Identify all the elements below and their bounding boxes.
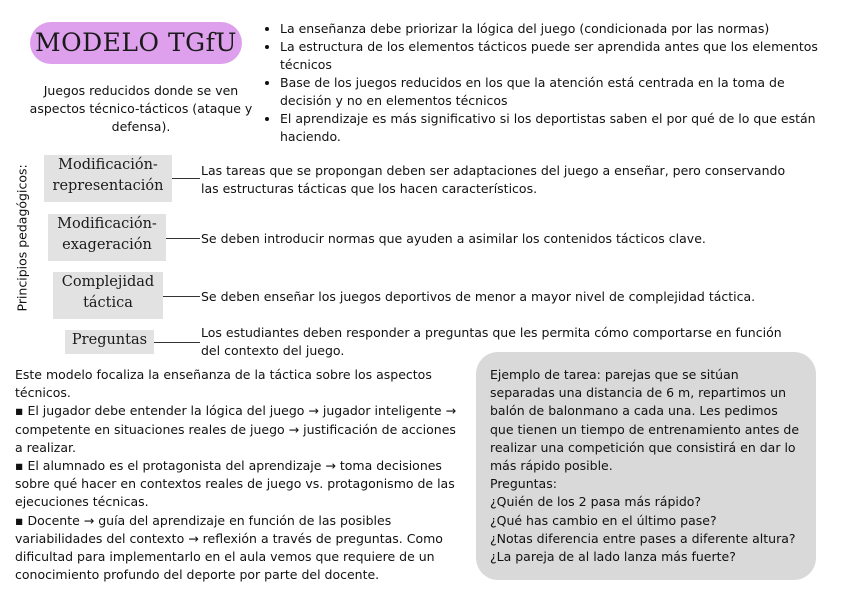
example-task-box — [476, 352, 816, 580]
key-point: • La estructura de los elementos tácticos puede ser aprendida antes que los elementos técnicos — [280, 38, 840, 74]
model-summary — [15, 366, 465, 584]
subtitle: Juegos reducidos donde se ven aspectos técnico-tácticos (ataque y defensa). — [29, 83, 253, 134]
connector-line — [163, 296, 200, 297]
question-item: ¿Qué has cambio en el último pase? — [490, 512, 717, 528]
questions-label: Preguntas: — [490, 476, 557, 492]
summary-paragraph: ▪ El alumnado es el protagonista del aprendizaje → toma decisiones sobre qué hacer en contextos reales de juego vs. protagonismo de las ejecuciones técnicas. — [15, 458, 455, 510]
example-text: Ejemplo de tarea: parejas que se sitúan separadas una distancia de 6 m, repartimos un balón de balonmano a cada una. Les pedimos que tienen un tiempo de entrenamiento antes de realizar una competición que consistirá en dar lo más rápido posible. — [490, 367, 800, 474]
question-item: ¿Notas diferencia entre pases a diferente altura? — [490, 530, 796, 546]
principle-description: Se deben enseñar los juegos deportivos de menor a mayor nivel de complejidad táctica. — [201, 289, 756, 304]
principle-name-line2: representación — [52, 178, 164, 194]
principle-name-line2: táctica — [83, 295, 133, 311]
connector-line — [154, 342, 200, 343]
principle-name-line1: Complejidad — [61, 274, 155, 290]
principle-box-modificacion-representacion — [44, 155, 172, 202]
question-item: ¿La pareja de al lado lanza más fuerte? — [490, 549, 736, 565]
principle-name-line2: exageración — [62, 237, 152, 253]
principle-box-complejidad-tactica — [53, 272, 163, 319]
summary-paragraph: ▪ El jugador debe entender la lógica del juego → jugador inteligente → competente en situaciones reales de juego → justificación de acciones a realizar. — [15, 403, 457, 455]
principle-description: Las tareas que se propongan deben ser adaptaciones del juego a enseñar, pero conservando las estructuras tácticas que los hacen característicos. — [201, 163, 786, 196]
key-point: • El aprendizaje es más significativo si los deportistas saben el por qué de lo que están haciendo. — [280, 110, 840, 146]
summary-paragraph: ▪ Docente → guía del aprendizaje en función de las posibles variabilidades del contexto → reflexión a través de preguntas. Como dificultad para implementarlo en el aula vemos que requiere de un conocimiento profundo del deporte por parte del docente. — [15, 512, 443, 583]
principle-name-line1: Modificación- — [57, 216, 157, 232]
principle-name-line1: Modificación- — [58, 157, 158, 173]
question-item: ¿Quién de los 2 pasa más rápido? — [490, 494, 702, 510]
key-point: • Base de los juegos reducidos en los que la atención está centrada en la toma de decisión y no en elementos técnicos — [280, 74, 840, 110]
page-title: MODELO TGfU — [30, 22, 242, 64]
summary-paragraph: Este modelo focaliza la enseñanza de la táctica sobre los aspectos técnicos. — [15, 367, 432, 401]
connector-line — [166, 238, 200, 239]
principle-description: Se deben introducir normas que ayuden a asimilar los contenidos tácticos clave. — [201, 231, 706, 246]
principle-description: Los estudiantes deben responder a preguntas que les permita cómo comportarse en función del contexto del juego. — [201, 325, 782, 358]
principles-label: Principios pedagógicos: — [14, 164, 30, 312]
connector-line — [172, 178, 200, 179]
key-point: • La enseñanza debe priorizar la lógica del juego (condicionada por las normas) — [280, 20, 840, 38]
principle-box-preguntas — [65, 330, 154, 354]
principle-box-modificacion-exageracion — [48, 214, 166, 261]
principle-name-line1: Preguntas — [71, 332, 148, 348]
key-points-list — [262, 20, 840, 146]
